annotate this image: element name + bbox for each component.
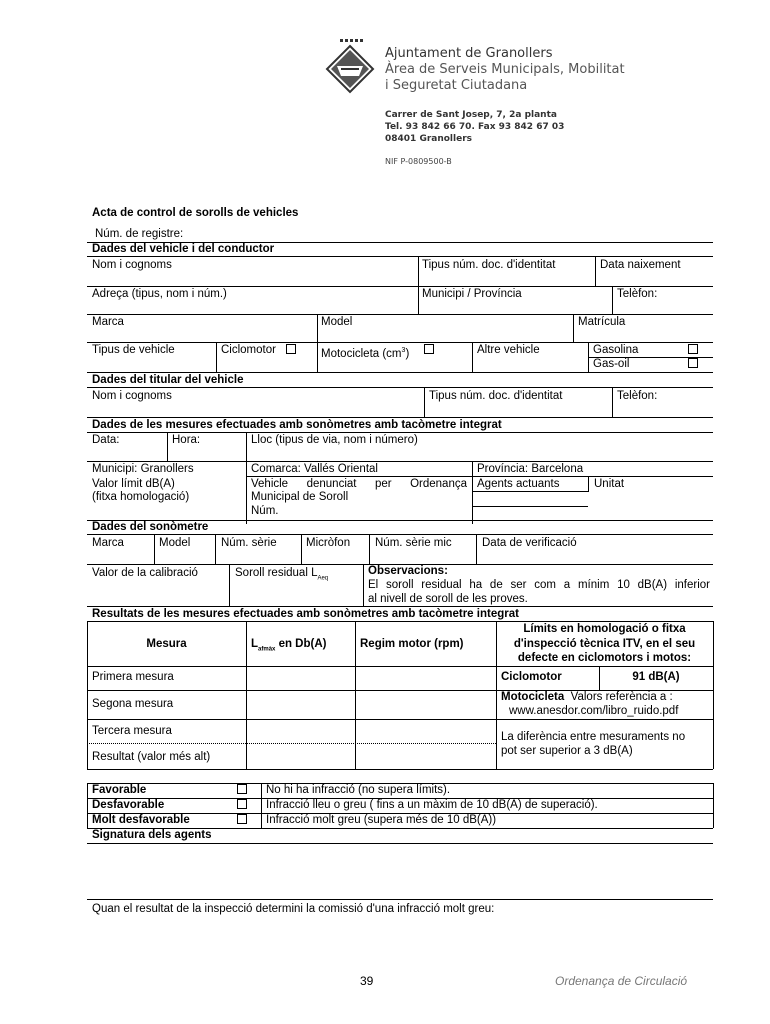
measure-municipality: Municipi: Granollers <box>92 463 194 475</box>
gasolina-label: Gasolina <box>593 344 639 356</box>
org-name: Ajuntament de Granollers <box>385 46 553 61</box>
residual-noise-field[interactable]: Soroll residual $L_{Aeq}$ <box>235 567 329 582</box>
municipal-logo <box>325 36 375 96</box>
valor-limit-label[interactable]: Valor límit dB(A) <box>92 478 175 490</box>
molt-desfavorable-label: Molt desfavorable <box>92 814 190 826</box>
org-address-line1: Carrer de Sant Josep, 7, 2a planta <box>385 110 557 120</box>
document-title: Ordenança de Circulació <box>555 974 688 988</box>
sonometre-brand-field[interactable]: Marca <box>92 537 124 549</box>
vehicle-denunciat-line1: Vehicle denunciat per Ordenança <box>251 478 467 490</box>
col-limits-header-3: defecte en ciclomotors i motos: <box>517 652 692 664</box>
conductor-phone-field[interactable]: Telèfon: <box>617 288 658 300</box>
gasolina-checkbox[interactable] <box>688 344 698 354</box>
col-mesura-header: Mesura <box>146 638 187 650</box>
vehicle-plate-field[interactable]: Matrícula <box>578 316 626 328</box>
sonometre-model-field[interactable]: Model <box>159 537 191 549</box>
microfon-field[interactable]: Micròfon <box>306 537 351 549</box>
gasoil-checkbox[interactable] <box>688 358 698 368</box>
observations-line2: al nivell de soroll de les proves. <box>368 593 528 605</box>
org-address-line2: Tel. 93 842 66 70. Fax 93 842 67 03 <box>385 122 565 132</box>
favorable-desc: No hi ha infracció (no supera límits). <box>266 784 451 796</box>
altre-vehicle-field[interactable]: Altre vehicle <box>477 344 540 356</box>
measure-place-field[interactable]: Lloc (tipus de via, nom i número) <box>251 434 418 446</box>
sonometre-serial-field[interactable]: Núm. sèrie <box>221 537 277 549</box>
limit-motocicleta-url: www.anesdor.com/libro_ruido.pdf <box>509 705 679 717</box>
section-titular-title: Dades del titular del vehicle <box>92 374 244 386</box>
titular-name-field[interactable]: Nom i cognoms <box>92 390 172 402</box>
gasoil-label: Gas-oil <box>593 358 630 370</box>
valor-limit-sub: (fitxa homologació) <box>92 491 190 503</box>
col-limits-header-1: Límits en homologació o fitxa <box>523 623 686 635</box>
titular-phone-field[interactable]: Telèfon: <box>617 390 658 402</box>
measure-date-field[interactable]: Data: <box>92 434 120 446</box>
desfavorable-checkbox[interactable] <box>237 799 247 809</box>
conductor-name-field[interactable]: Nom i cognoms <box>92 259 172 271</box>
observations-line1: El soroll residual ha de ser com a mínim 10 dB(A) inferior <box>368 579 710 591</box>
favorable-label: Favorable <box>92 784 147 796</box>
registre-label[interactable]: Núm. de registre: <box>95 228 184 240</box>
verification-date-field[interactable]: Data de verificació <box>482 537 577 549</box>
motocicleta-label: Motocicleta $(cm^3)$ <box>321 347 410 360</box>
section-vehicle-conductor-title: Dades del vehicle i del conductor <box>92 243 275 255</box>
row-primera-mesura: Primera mesura <box>92 671 174 683</box>
section-mesures-title: Dades de les mesures efectuades amb sonòmetres amb tacòmetre integrat <box>92 419 502 431</box>
favorable-checkbox[interactable] <box>237 784 247 794</box>
desfavorable-desc: Infracció lleu o greu ( fins a un màxim de 10 dB(A) de superació). <box>266 799 598 811</box>
col-limits-header-2: d'inspecció tècnica ITV, en el seu <box>513 638 696 650</box>
titular-doc-field[interactable]: Tipus núm. doc. d'identitat <box>429 390 563 402</box>
form-title: Acta de control de sorolls de vehicles <box>92 207 299 219</box>
limit-motocicleta-text: Motocicleta Valors referència a : <box>501 691 673 703</box>
conductor-birthdate-field[interactable]: Data naixement <box>600 259 681 271</box>
ciclomotor-checkbox[interactable] <box>286 344 296 354</box>
observations-title: Observacions: <box>368 565 448 577</box>
section-resultats-title: Resultats de les mesures efectuades amb sonòmetres amb tacòmetre integrat <box>92 608 519 620</box>
vehicle-type-label: Tipus de vehicle <box>92 344 175 356</box>
diff-note-line2: pot ser superior a 3 dB(A) <box>501 745 633 757</box>
limit-ciclomotor-value: 91 dB(A) <box>632 671 680 683</box>
row-resultat: Resultat (valor més alt) <box>92 751 211 763</box>
org-address-line3: 08401 Granollers <box>385 134 473 144</box>
vehicle-denunciat-num[interactable]: Núm. <box>251 505 279 517</box>
desfavorable-label: Desfavorable <box>92 799 165 811</box>
org-area-line1: Àrea de Serveis Municipals, Mobilitat <box>385 62 625 77</box>
row-segona-mesura: Segona mesura <box>92 698 174 710</box>
vehicle-brand-field[interactable]: Marca <box>92 316 124 328</box>
org-nif: NIF P-0809500-B <box>385 157 452 166</box>
conductor-municipality-field[interactable]: Municipi / Província <box>422 288 522 300</box>
limit-ciclomotor-label: Ciclomotor <box>501 671 562 683</box>
measure-provincia: Província: Barcelona <box>477 463 584 475</box>
measure-time-field[interactable]: Hora: <box>172 434 201 446</box>
diff-note-line1: La diferència entre mesuraments no <box>501 731 686 743</box>
vehicle-denunciat-line2: Municipal de Soroll <box>251 491 349 503</box>
page-number: 39 <box>360 974 374 988</box>
microfon-serial-field[interactable]: Núm. sèrie mic <box>375 537 452 549</box>
col-lafmax-header: $L_{afmàx}$ en Db(A) <box>251 638 327 653</box>
conductor-address-field[interactable]: Adreça (tipus, nom i núm.) <box>92 288 227 300</box>
row-tercera-mesura: Tercera mesura <box>92 725 172 737</box>
motocicleta-checkbox[interactable] <box>424 344 434 354</box>
org-area-line2: i Seguretat Ciutadana <box>385 78 528 93</box>
unitat-label[interactable]: Unitat <box>594 478 625 490</box>
molt-desfavorable-checkbox[interactable] <box>237 814 247 824</box>
signatura-label: Signatura dels agents <box>92 829 212 841</box>
calibration-value-field[interactable]: Valor de la calibració <box>92 567 198 579</box>
vehicle-model-field[interactable]: Model <box>321 316 353 328</box>
measure-comarca: Comarca: Vallés Oriental <box>251 463 378 475</box>
agents-actuants-label: Agents actuants <box>477 478 560 490</box>
conductor-doc-field[interactable]: Tipus núm. doc. d'identitat <box>422 259 556 271</box>
footer-note: Quan el resultat de la inspecció determini la comissió d'una infracció molt greu: <box>92 903 495 915</box>
col-regim-header: Regim motor (rpm) <box>360 638 464 650</box>
ciclomotor-label: Ciclomotor <box>221 344 276 356</box>
molt-desfavorable-desc: Infracció molt greu (supera més de 10 dB(A)) <box>266 814 497 826</box>
section-sonometre-title: Dades del sonòmetre <box>92 521 209 533</box>
